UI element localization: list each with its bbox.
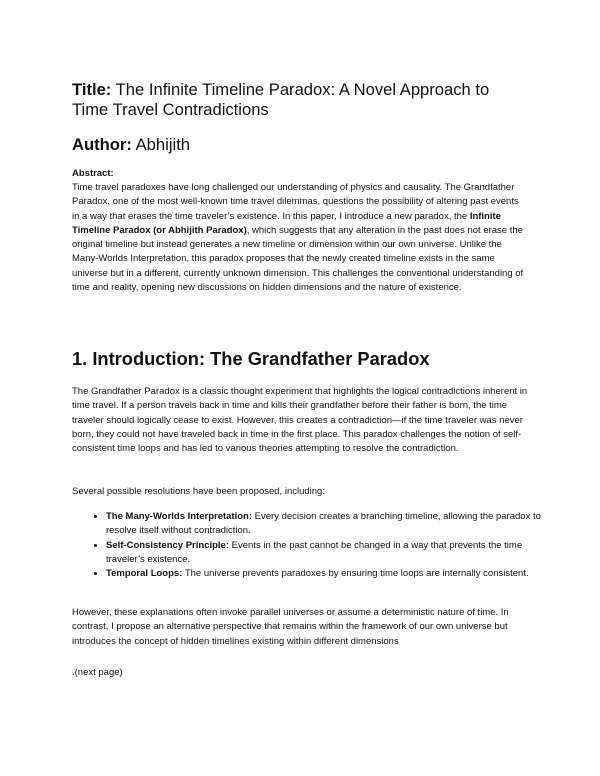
next-page-note: .(next page): [72, 667, 123, 678]
intro-paragraph-1: The Grandfather Paradox is a classic thought experiment that highlights the logical contradictions inherent in time travel. If a person travels back in time and kills their grandfather before their father is born, the time traveler should logically cease to exist. However, this creates a contradiction—if the time traveler was never born, they could not have traveled back in time in the first place. This paradox challenges the notion of self-consistent time loops and has led to various theories attempting to resolve the contradiction.: [72, 386, 528, 455]
list-item: [106, 510, 552, 539]
author-name: Abhijith: [135, 135, 191, 154]
list-item-text: Every decision creates a branching timeline, allowing the paradox to resolve itself without contradiction.: [106, 511, 541, 537]
list-item-text: Events in the past cannot be changed in a way that prevents the time traveler’s existence.: [106, 539, 523, 565]
intro-paragraph-2: Several possible resolutions have been proposed, including:: [72, 486, 325, 497]
resolution-list: [86, 510, 552, 581]
list-item-term: The Many-Worlds Interpretation:: [106, 511, 253, 522]
title-text: The Infinite Timeline Paradox: A Novel Approach to Time Travel Contradictions: [72, 80, 490, 119]
author-label: Author:: [72, 135, 132, 154]
list-item-term: Self-Consistency Principle:: [106, 539, 230, 551]
abstract-heading: Abstract:: [72, 168, 114, 179]
list-item-text: The universe prevents paradoxes by ensuring time loops are internally consistent.: [182, 568, 529, 580]
list-item-term: Temporal Loops:: [106, 568, 183, 580]
list-item: [106, 539, 552, 568]
paper-title: [72, 80, 528, 120]
title-label: Title:: [72, 80, 112, 99]
abstract-bold: Infinite Timeline Paradox (or Abhijith Paradox): [72, 210, 501, 236]
intro-paragraph-3: However, these explanations often invoke parallel universes or assume a deterministic nature of time. In contrast, I propose an alternative perspective that remains within the framework of our own universe but introduces the concept of hidden timelines existing within different dimensions: [72, 607, 509, 647]
section-heading: 1. Introduction: The Grandfather Paradox: [72, 348, 430, 369]
abstract-text-2: , which suggests that any alteration in the past does not erase the original timeline but instead generates a new timeline or dimension within our own universe. Unlike the Many-Worlds Interpretation, this paradox proposes that the newly created timeline exists in the same universe but in a different, currently unknown dimension. This challenges the conventional understanding of time and reality, opening new discussions on hidden dimensions and the nature of existence.: [72, 224, 524, 294]
paper-author: [72, 135, 528, 155]
list-item: [106, 567, 552, 581]
abstract-text-1: Time travel paradoxes have long challenged our understanding of physics and causality. The Grandfather Paradox, one of the most well-known time travel dilemmas, questions the possibility of altering past events in a way that erases the time traveler’s existence. In this paper, I introduce a new paradox, the: [72, 182, 519, 222]
abstract-text: [72, 181, 528, 295]
